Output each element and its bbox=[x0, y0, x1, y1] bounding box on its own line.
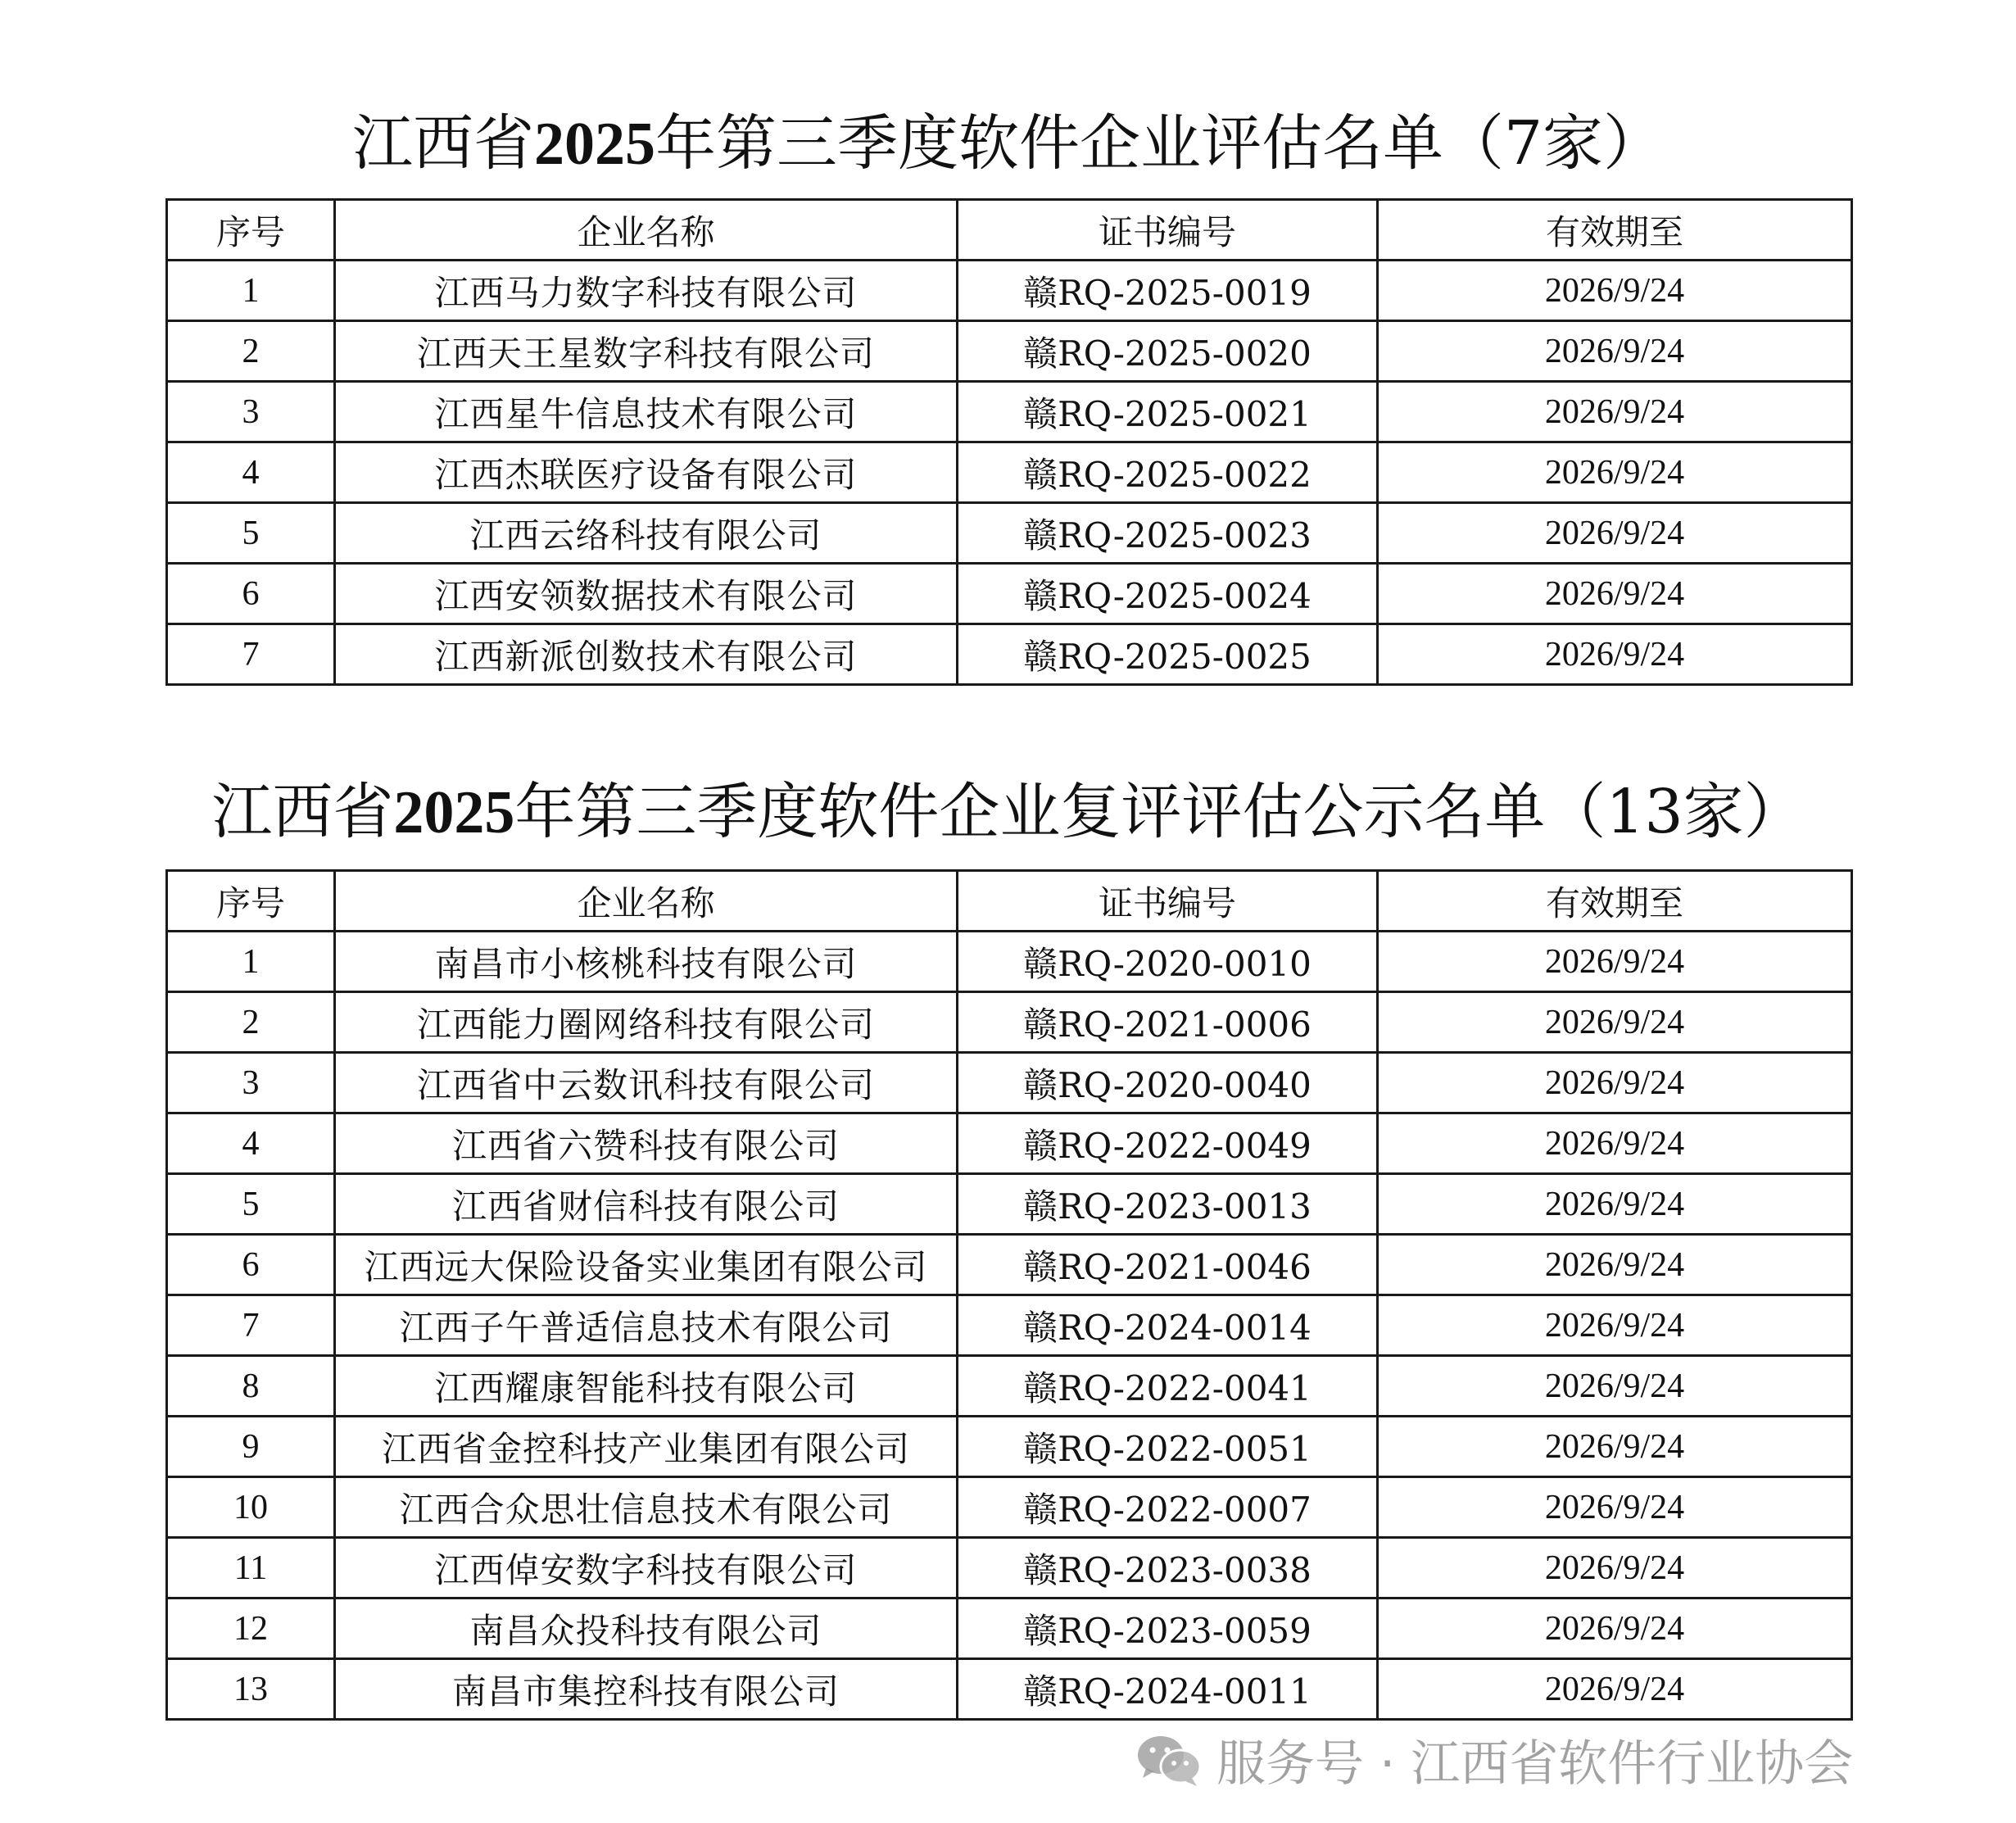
table-row bbox=[167, 1417, 1852, 1477]
row-company-name: 江西省金控科技产业集团有限公司 bbox=[335, 1417, 958, 1477]
row-serial: 12 bbox=[167, 1599, 335, 1659]
row-company-name: 江西能力圈网络科技有限公司 bbox=[335, 992, 958, 1053]
section1-table bbox=[165, 198, 1853, 686]
row-valid-until: 2026/9/24 bbox=[1378, 1053, 1852, 1113]
row-valid-until: 2026/9/24 bbox=[1378, 503, 1852, 564]
row-certificate-no: 赣RQ-2024-0011 bbox=[958, 1659, 1378, 1720]
table-row bbox=[167, 624, 1852, 685]
row-valid-until: 2026/9/24 bbox=[1378, 1538, 1852, 1599]
row-company-name: 江西远大保险设备实业集团有限公司 bbox=[335, 1235, 958, 1295]
table-row bbox=[167, 1113, 1852, 1174]
row-valid-until: 2026/9/24 bbox=[1378, 1113, 1852, 1174]
row-valid-until: 2026/9/24 bbox=[1378, 321, 1852, 382]
row-certificate-no: 赣RQ-2024-0014 bbox=[958, 1295, 1378, 1356]
table-row bbox=[167, 992, 1852, 1053]
row-serial: 9 bbox=[167, 1417, 335, 1477]
row-company-name: 江西耀康智能科技有限公司 bbox=[335, 1356, 958, 1417]
section1-table-body bbox=[167, 261, 1852, 685]
row-valid-until: 2026/9/24 bbox=[1378, 382, 1852, 442]
header-certificate-no: 证书编号 bbox=[958, 871, 1378, 932]
row-serial: 8 bbox=[167, 1356, 335, 1417]
row-company-name: 江西星牛信息技术有限公司 bbox=[335, 382, 958, 442]
table-row bbox=[167, 1053, 1852, 1113]
row-serial: 6 bbox=[167, 1235, 335, 1295]
row-certificate-no: 赣RQ-2021-0046 bbox=[958, 1235, 1378, 1295]
row-company-name: 江西省财信科技有限公司 bbox=[335, 1174, 958, 1235]
row-certificate-no: 赣RQ-2025-0022 bbox=[958, 442, 1378, 503]
row-company-name: 江西省中云数讯科技有限公司 bbox=[335, 1053, 958, 1113]
table-row bbox=[167, 1174, 1852, 1235]
watermark bbox=[1135, 1727, 1853, 1793]
header-serial: 序号 bbox=[167, 871, 335, 932]
row-certificate-no: 赣RQ-2025-0025 bbox=[958, 624, 1378, 685]
table-row bbox=[167, 261, 1852, 321]
row-certificate-no: 赣RQ-2020-0010 bbox=[958, 932, 1378, 992]
row-certificate-no: 赣RQ-2023-0059 bbox=[958, 1599, 1378, 1659]
row-serial: 5 bbox=[167, 1174, 335, 1235]
row-serial: 1 bbox=[167, 261, 335, 321]
table-row bbox=[167, 1659, 1852, 1720]
row-company-name: 南昌市集控科技有限公司 bbox=[335, 1659, 958, 1720]
table-row bbox=[167, 382, 1852, 442]
header-company-name: 企业名称 bbox=[335, 200, 958, 261]
row-valid-until: 2026/9/24 bbox=[1378, 442, 1852, 503]
row-valid-until: 2026/9/24 bbox=[1378, 261, 1852, 321]
row-serial: 7 bbox=[167, 624, 335, 685]
row-serial: 6 bbox=[167, 564, 335, 624]
row-certificate-no: 赣RQ-2022-0041 bbox=[958, 1356, 1378, 1417]
row-valid-until: 2026/9/24 bbox=[1378, 1599, 1852, 1659]
row-serial: 13 bbox=[167, 1659, 335, 1720]
row-valid-until: 2026/9/24 bbox=[1378, 932, 1852, 992]
section2-title-year: 2025 bbox=[393, 779, 515, 846]
section1-title bbox=[0, 107, 2016, 181]
row-serial: 2 bbox=[167, 321, 335, 382]
table-header-row bbox=[167, 871, 1852, 932]
row-serial: 1 bbox=[167, 932, 335, 992]
row-company-name: 江西天王星数字科技有限公司 bbox=[335, 321, 958, 382]
section2-title-prefix: 江西省 bbox=[211, 777, 394, 847]
row-certificate-no: 赣RQ-2025-0021 bbox=[958, 382, 1378, 442]
row-certificate-no: 赣RQ-2021-0006 bbox=[958, 992, 1378, 1053]
row-valid-until: 2026/9/24 bbox=[1378, 1295, 1852, 1356]
row-certificate-no: 赣RQ-2025-0019 bbox=[958, 261, 1378, 321]
row-valid-until: 2026/9/24 bbox=[1378, 624, 1852, 685]
row-valid-until: 2026/9/24 bbox=[1378, 1477, 1852, 1538]
table-row bbox=[167, 932, 1852, 992]
row-certificate-no: 赣RQ-2022-0049 bbox=[958, 1113, 1378, 1174]
row-serial: 7 bbox=[167, 1295, 335, 1356]
row-serial: 4 bbox=[167, 1113, 335, 1174]
row-company-name: 江西子午普适信息技术有限公司 bbox=[335, 1295, 958, 1356]
section2-table-body bbox=[167, 932, 1852, 1720]
table-row bbox=[167, 1295, 1852, 1356]
row-company-name: 江西安领数据技术有限公司 bbox=[335, 564, 958, 624]
section2-table bbox=[165, 869, 1853, 1721]
row-company-name: 江西合众思壮信息技术有限公司 bbox=[335, 1477, 958, 1538]
row-valid-until: 2026/9/24 bbox=[1378, 1174, 1852, 1235]
header-serial: 序号 bbox=[167, 200, 335, 261]
row-company-name: 江西倬安数字科技有限公司 bbox=[335, 1538, 958, 1599]
header-valid-until: 有效期至 bbox=[1378, 200, 1852, 261]
section2-title-suffix: 年第三季度软件企业复评评估公示名单（13家） bbox=[514, 777, 1805, 847]
table-row bbox=[167, 1477, 1852, 1538]
row-serial: 4 bbox=[167, 442, 335, 503]
wechat-icon bbox=[1135, 1730, 1203, 1789]
table-header-row bbox=[167, 200, 1852, 261]
row-certificate-no: 赣RQ-2025-0020 bbox=[958, 321, 1378, 382]
header-valid-until: 有效期至 bbox=[1378, 871, 1852, 932]
row-valid-until: 2026/9/24 bbox=[1378, 1659, 1852, 1720]
row-serial: 2 bbox=[167, 992, 335, 1053]
row-company-name: 江西马力数字科技有限公司 bbox=[335, 261, 958, 321]
section1-title-prefix: 江西省 bbox=[351, 108, 534, 179]
header-certificate-no: 证书编号 bbox=[958, 200, 1378, 261]
table-row bbox=[167, 1599, 1852, 1659]
row-certificate-no: 赣RQ-2022-0051 bbox=[958, 1417, 1378, 1477]
row-certificate-no: 赣RQ-2022-0007 bbox=[958, 1477, 1378, 1538]
row-company-name: 江西新派创数技术有限公司 bbox=[335, 624, 958, 685]
row-company-name: 南昌众投科技有限公司 bbox=[335, 1599, 958, 1659]
table-row bbox=[167, 321, 1852, 382]
watermark-text: 服务号 · 江西省软件行业协会 bbox=[1216, 1735, 1854, 1793]
row-certificate-no: 赣RQ-2023-0013 bbox=[958, 1174, 1378, 1235]
row-company-name: 江西省六赞科技有限公司 bbox=[335, 1113, 958, 1174]
section2-title bbox=[0, 775, 2016, 850]
row-serial: 5 bbox=[167, 503, 335, 564]
table-row bbox=[167, 1356, 1852, 1417]
row-serial: 3 bbox=[167, 382, 335, 442]
section1-title-suffix: 年第三季度软件企业评估名单（7家） bbox=[655, 108, 1665, 179]
header-company-name: 企业名称 bbox=[335, 871, 958, 932]
table-row bbox=[167, 564, 1852, 624]
row-valid-until: 2026/9/24 bbox=[1378, 992, 1852, 1053]
table-row bbox=[167, 503, 1852, 564]
table-row bbox=[167, 1538, 1852, 1599]
row-certificate-no: 赣RQ-2025-0024 bbox=[958, 564, 1378, 624]
row-valid-until: 2026/9/24 bbox=[1378, 1356, 1852, 1417]
row-serial: 11 bbox=[167, 1538, 335, 1599]
row-certificate-no: 赣RQ-2023-0038 bbox=[958, 1538, 1378, 1599]
row-company-name: 江西杰联医疗设备有限公司 bbox=[335, 442, 958, 503]
row-company-name: 南昌市小核桃科技有限公司 bbox=[335, 932, 958, 992]
row-serial: 10 bbox=[167, 1477, 335, 1538]
row-certificate-no: 赣RQ-2025-0023 bbox=[958, 503, 1378, 564]
row-valid-until: 2026/9/24 bbox=[1378, 564, 1852, 624]
row-company-name: 江西云络科技有限公司 bbox=[335, 503, 958, 564]
section1-title-year: 2025 bbox=[533, 111, 655, 178]
row-serial: 3 bbox=[167, 1053, 335, 1113]
table-row bbox=[167, 1235, 1852, 1295]
row-valid-until: 2026/9/24 bbox=[1378, 1417, 1852, 1477]
table-row bbox=[167, 442, 1852, 503]
row-certificate-no: 赣RQ-2020-0040 bbox=[958, 1053, 1378, 1113]
row-valid-until: 2026/9/24 bbox=[1378, 1235, 1852, 1295]
